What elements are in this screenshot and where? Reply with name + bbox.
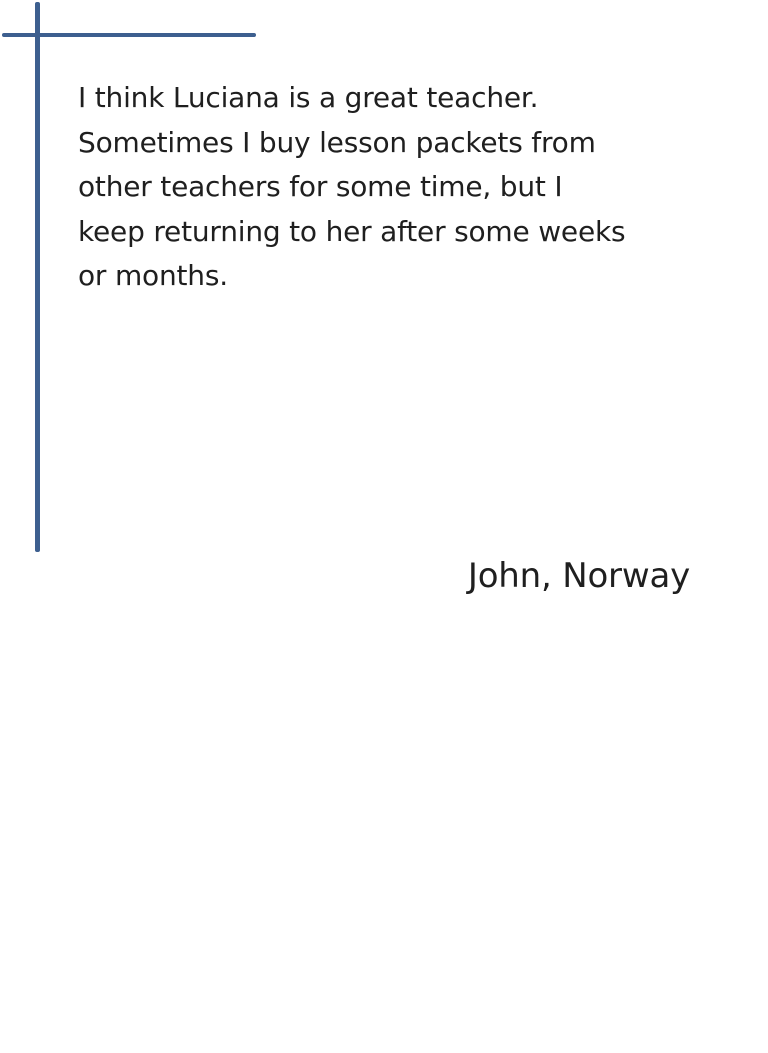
decorative-vertical-line [35, 2, 40, 552]
quote-line: other teachers for some time, but I [78, 170, 563, 203]
quote-line: keep returning to her after some weeks [78, 214, 626, 248]
testimonial-author: John, Norway [467, 556, 690, 596]
testimonial-quote [78, 76, 718, 299]
quote-line: Sometimes I buy lesson packets from [78, 125, 596, 159]
quote-line: I think Luciana is a great teacher. [78, 81, 539, 114]
quote-line: or months. [78, 259, 228, 292]
decorative-horizontal-line [2, 33, 256, 37]
